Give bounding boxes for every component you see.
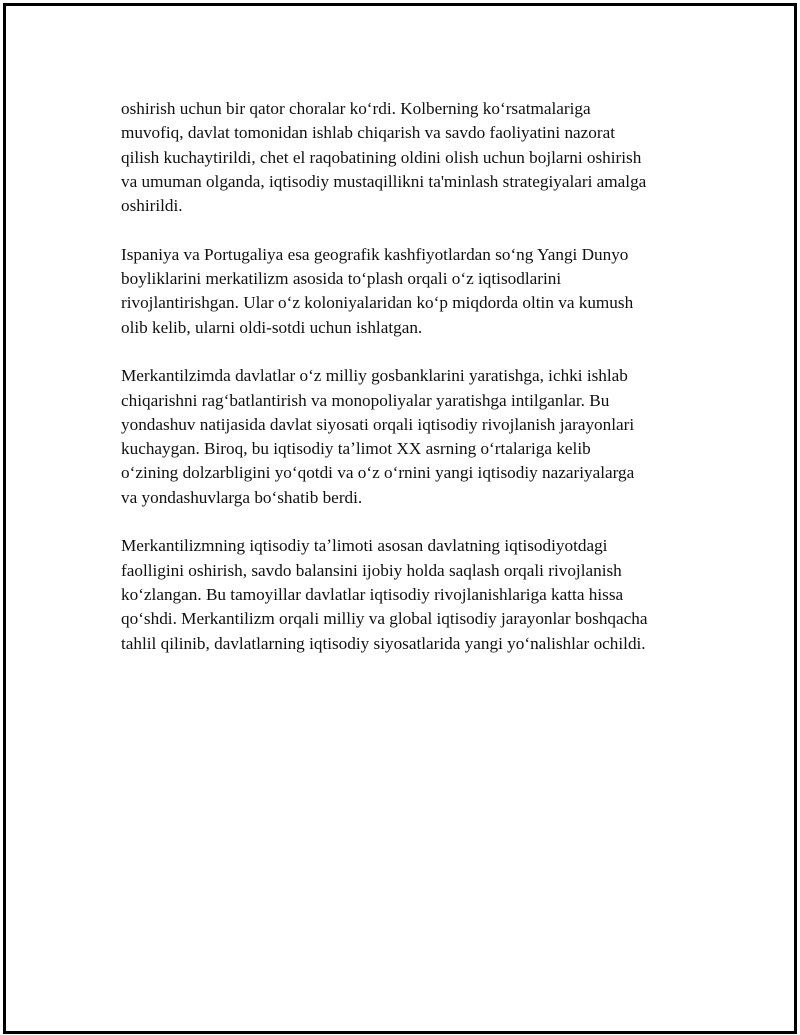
text-line: muvofiq, davlat tomonidan ishlab chiqarish va savdo faoliyatini nazorat bbox=[121, 123, 616, 143]
page-frame bbox=[3, 3, 797, 1034]
paragraph-3 bbox=[121, 364, 701, 510]
text-line: Ispaniya va Portugaliya esa geografik kashfiyotlardan soʻng Yangi Dunyo bbox=[121, 244, 629, 264]
text-line: koʻzlangan. Bu tamoyillar davlatlar iqtisodiy rivojlanishlariga katta hissa bbox=[121, 584, 624, 604]
text-line: faolligini oshirish, savdo balansini ijobiy holda saqlash orqali rivojlanish bbox=[121, 560, 622, 580]
text-line: va umuman olganda, iqtisodiy mustaqillikni ta'minlash strategiyalari amalga bbox=[121, 171, 647, 191]
document-body bbox=[121, 97, 701, 680]
text-line: va yondashuvlarga boʻshatib berdi. bbox=[121, 487, 363, 507]
text-line: oshirish uchun bir qator choralar koʻrdi. Kolberning koʻrsatmalariga bbox=[121, 99, 591, 118]
text-line: chiqarishni ragʻbatlantirish va monopoliyalar yaratishga intilganlar. Bu bbox=[121, 390, 610, 410]
text-line: oshirildi. bbox=[121, 196, 183, 216]
paragraph-1 bbox=[121, 97, 701, 218]
paragraph-4 bbox=[121, 534, 701, 655]
text-line: boyliklarini merkatilizm asosida toʻplash orqali oʻz iqtisodlarini bbox=[121, 269, 562, 289]
paragraph-2 bbox=[121, 243, 701, 340]
text-line: oʻzining dolzarbligini yoʻqotdi va oʻz oʻrnini yangi iqtisodiy nazariyalarga bbox=[121, 463, 635, 483]
text-line: qoʻshdi. Merkantilizm orqali milliy va global iqtisodiy jarayonlar boshqacha bbox=[121, 609, 648, 629]
text-line: qilish kuchaytirildi, chet el raqobatining oldini olish uchun bojlarni oshirish bbox=[121, 147, 642, 167]
text-line: Merkantilzimda davlatlar oʻz milliy gosbanklarini yaratishga, ichki ishlab bbox=[121, 366, 628, 386]
text-line: rivojlantirishgan. Ular oʻz koloniyalaridan koʻp miqdorda oltin va kumush bbox=[121, 293, 634, 313]
text-line: tahlil qilinib, davlatlarning iqtisodiy siyosatlarida yangi yoʻnalishlar ochildi. bbox=[121, 633, 646, 653]
text-line: kuchaygan. Biroq, bu iqtisodiy taʼlimot XX asrning oʻrtalariga kelib bbox=[121, 439, 591, 459]
text-line: Merkantilizmning iqtisodiy taʼlimoti asosan davlatning iqtisodiyotdagi bbox=[121, 536, 608, 556]
text-line: yondashuv natijasida davlat siyosati orqali iqtisodiy rivojlanish jarayonlari bbox=[121, 414, 635, 434]
text-line: olib kelib, ularni oldi-sotdi uchun ishlatgan. bbox=[121, 317, 423, 337]
